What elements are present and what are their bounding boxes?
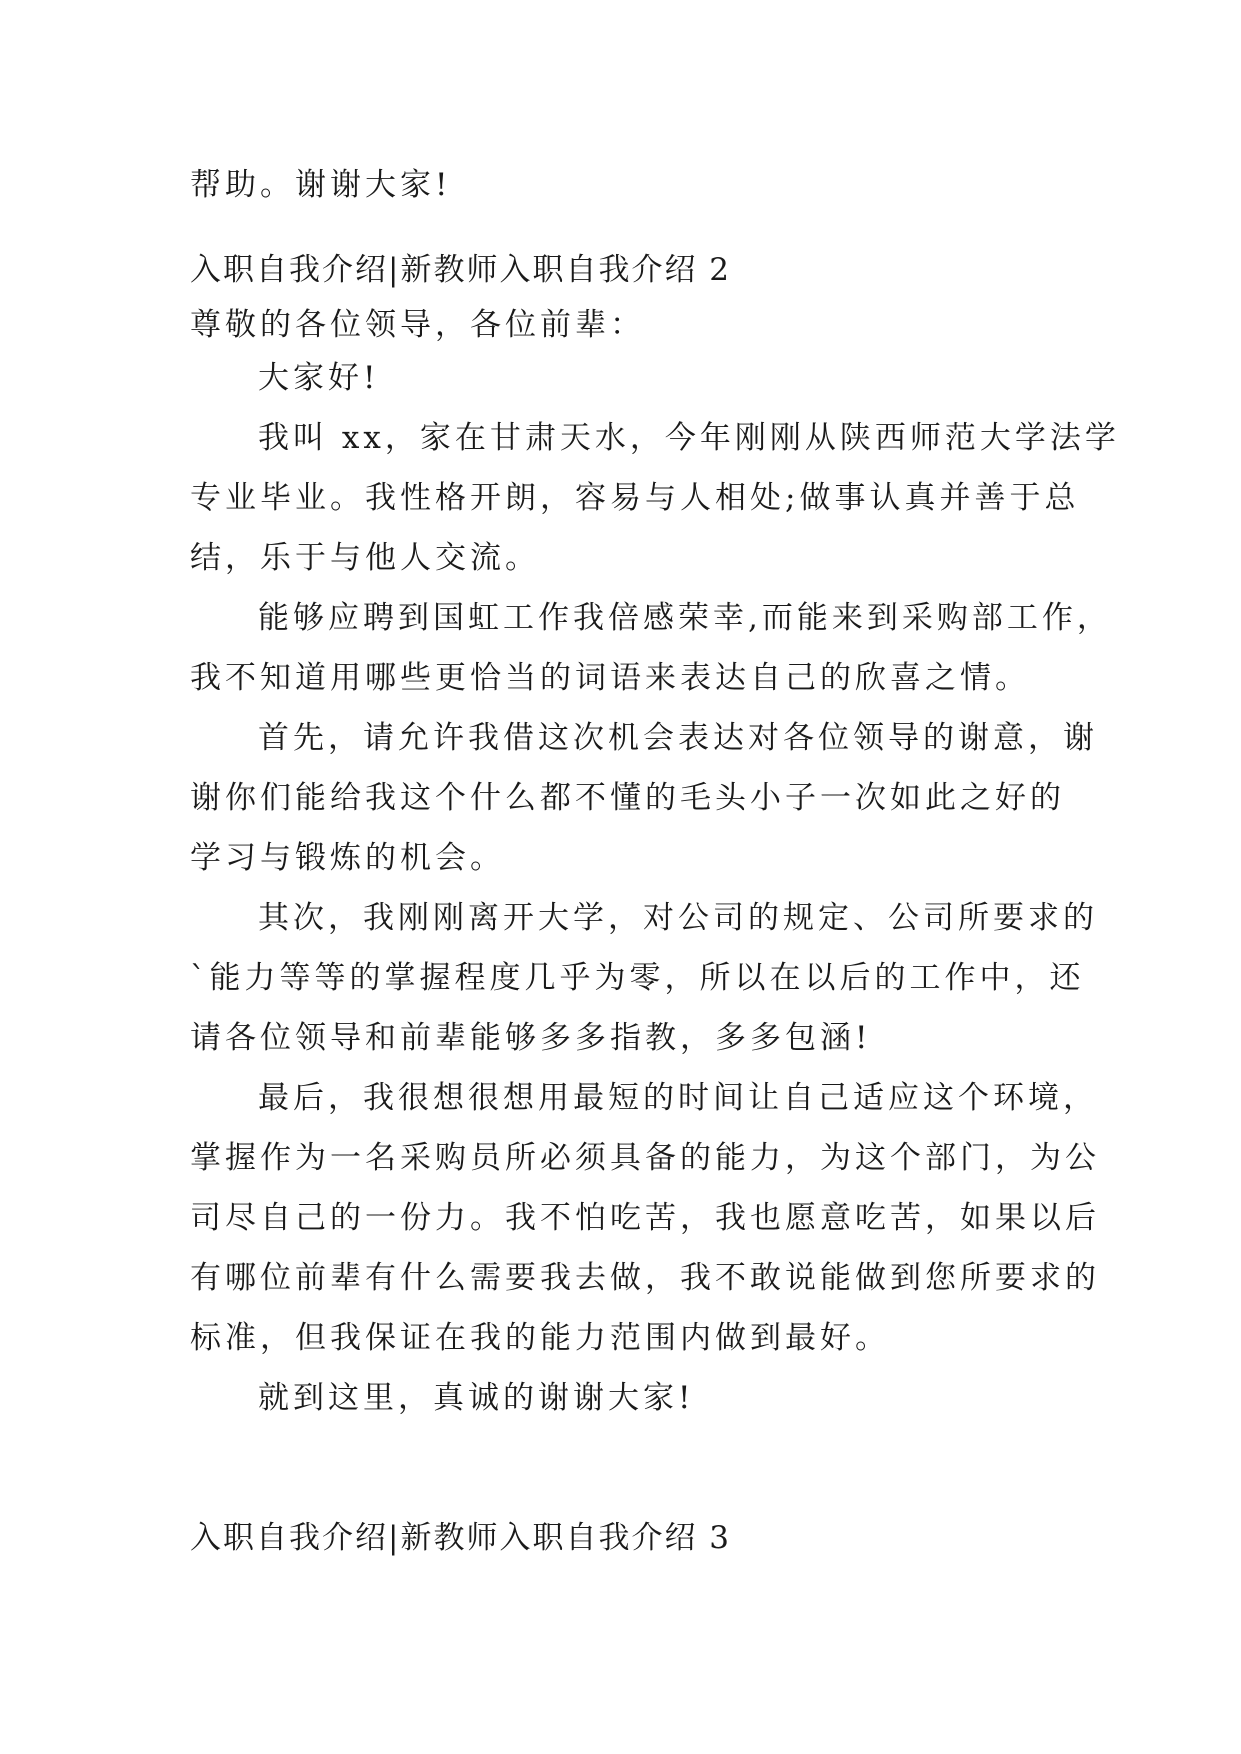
paragraph-commitment-line: 最后，我很想很想用最短的时间让自己适应这个环境， bbox=[258, 1080, 1098, 1116]
salutation bbox=[190, 295, 1060, 355]
paragraph-thanks-line: 首先，请允许我借这次机会表达对各位领导的谢意，谢 bbox=[258, 720, 1098, 756]
paragraph-thanks-line: 学习与锻炼的机会。 bbox=[190, 840, 505, 876]
paragraph-honor-line: 能够应聘到国虹工作我倍感荣幸,而能来到采购部工作， bbox=[258, 600, 1112, 636]
paragraph-guidance-line: `能力等等的掌握程度几乎为零，所以在以后的工作中，还 bbox=[190, 960, 1085, 996]
paragraph-intro-line: 专业毕业。我性格开朗，容易与人相处;做事认真并善于总 bbox=[190, 480, 1080, 516]
paragraph-intro-line: 我叫 xx，家在甘肃天水，今年刚刚从陕西师范大学法学 bbox=[258, 420, 1120, 456]
salutation-line: 尊敬的各位领导，各位前辈： bbox=[190, 307, 645, 343]
paragraph-honor-line: 我不知道用哪些更恰当的词语来表达自己的欣喜之情。 bbox=[190, 660, 1030, 696]
paragraph-intro-line: 结，乐于与他人交流。 bbox=[190, 540, 540, 576]
paragraph-guidance-line: 请各位领导和前辈能够多多指教，多多包涵! bbox=[190, 1020, 872, 1056]
paragraph-commitment-line: 标准，但我保证在我的能力范围内做到最好。 bbox=[190, 1320, 890, 1356]
section-2-heading bbox=[190, 240, 1060, 300]
paragraph-greeting: 大家好! bbox=[258, 360, 380, 396]
paragraph-commitment-line: 司尽自己的一份力。我不怕吃苦，我也愿意吃苦，如果以后 bbox=[190, 1200, 1100, 1236]
section-heading: 入职自我介绍|新教师入职自我介绍 2 bbox=[190, 252, 732, 288]
paragraph-closing: 就到这里，真诚的谢谢大家! bbox=[258, 1380, 695, 1416]
paragraph-commitment-line: 掌握作为一名采购员所必须具备的能力，为这个部门，为公 bbox=[190, 1140, 1100, 1176]
section-heading: 入职自我介绍|新教师入职自我介绍 3 bbox=[190, 1520, 732, 1556]
closing-line: 帮助。谢谢大家! bbox=[190, 167, 452, 203]
paragraph-thanks-line: 谢你们能给我这个什么都不懂的毛头小子一次如此之好的 bbox=[190, 780, 1065, 816]
section-3-heading bbox=[190, 1508, 1060, 1568]
closing-text bbox=[190, 155, 1060, 215]
paragraph-guidance-line: 其次，我刚刚离开大学，对公司的规定、公司所要求的 bbox=[258, 900, 1098, 936]
section-2-body bbox=[190, 348, 1120, 1428]
paragraph-commitment-line: 有哪位前辈有什么需要我去做，我不敢说能做到您所要求的 bbox=[190, 1260, 1100, 1296]
